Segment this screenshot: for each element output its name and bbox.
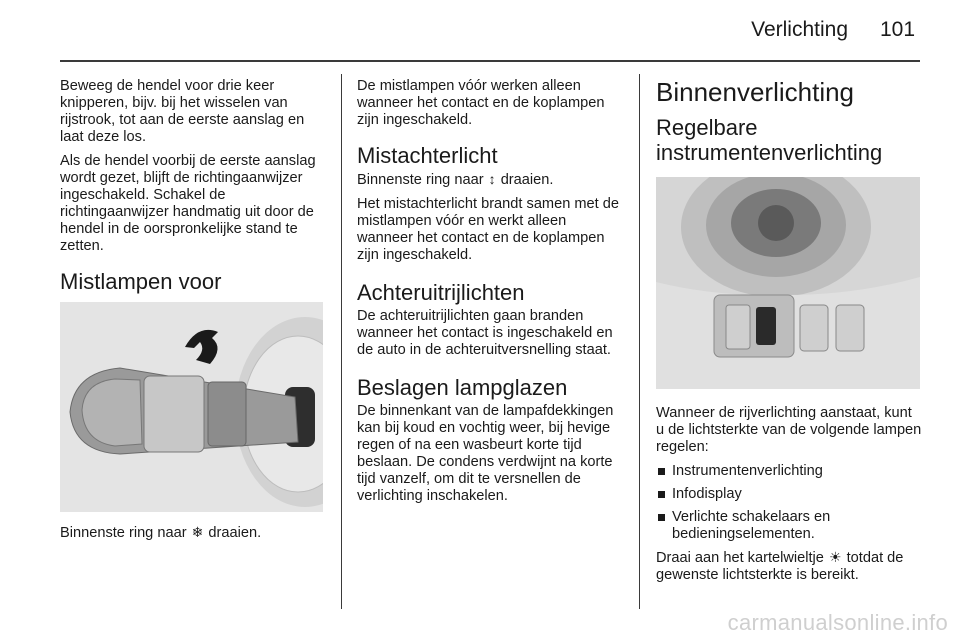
column-middle — [357, 78, 625, 512]
paragraph: De mistlampen vóór werken alleen wanneer het contact en de koplampen zijn ingeschakeld. — [357, 78, 605, 128]
running-header-title: Verlichting — [751, 18, 848, 41]
paragraph: Wanneer de rijverlichting aanstaat, kunt u de lichtsterkte van de volgende lampen regelen: — [656, 405, 922, 455]
column-right — [656, 78, 922, 591]
dimmer-wheel-icon: ☀ — [828, 549, 842, 565]
list-item: Verlichte schakelaars en bedieningselementen. — [656, 509, 922, 543]
column-divider — [341, 74, 342, 609]
column-left — [60, 78, 326, 549]
paragraph: Beweeg de hendel voor drie keer knipperen, bijv. bij het wisselen van rijstrook, tot aan de eerste aanslag en laat deze los. — [60, 78, 305, 145]
section-heading: Regelbare instrumentenverlichting — [656, 115, 883, 165]
figure-caption: Binnenste ring naar ❄ draaien. — [60, 524, 262, 541]
bullet-list — [656, 463, 922, 543]
paragraph: Het mistachterlicht brandt samen met de mistlampen vóór en werkt alleen wanneer het contact en de koplampen zijn ingeschakeld. — [357, 196, 619, 263]
paragraph: Als de hendel voorbij de eerste aanslag wordt gezet, blijft de richtingaanwijzer ingeschakeld. Schakel de richtingaanwijzer handmatig uit door de hendel in de oorspronkelijke stand te zetten. — [60, 153, 316, 254]
paragraph: Draai aan het kartelwieltje ☀ totdat de gewenste lichtsterkte is bereikt. — [656, 549, 904, 583]
page-number: 101 — [880, 18, 916, 41]
section-heading: Mistachterlicht — [357, 143, 498, 168]
watermark: carmanualsonline.info — [727, 610, 948, 635]
paragraph: De achteruitrijlichten gaan branden wanneer het contact is ingeschakeld en de auto in de achteruitversnelling staat. — [357, 308, 613, 358]
list-item: Instrumentenverlichting — [656, 463, 922, 480]
list-item: Infodisplay — [656, 486, 922, 503]
section-heading: Mistlampen voor — [60, 269, 222, 294]
chapter-heading: Binnenverlichting — [656, 77, 855, 107]
section-heading: Beslagen lampglazen — [357, 375, 568, 400]
section-heading: Achteruitrijlichten — [357, 280, 525, 305]
stalk-switch-illustration — [60, 302, 323, 512]
rear-fog-lamp-icon: ↕ — [488, 171, 496, 187]
paragraph: Binnenste ring naar ↕ draaien. — [357, 171, 554, 188]
header-rule — [60, 60, 920, 62]
paragraph: De binnenkant van de lampafdekkingen kan bij koud en vochtig weer, bij hevige regen of na een wasbeurt korte tijd beslaan. De condens verdwijnt na korte tijd vanzelf, om dit te versnellen de verlichting inschakelen. — [357, 403, 614, 504]
dashboard-dimmer-illustration — [656, 177, 920, 389]
front-fog-lamp-icon: ❄ — [191, 524, 204, 540]
column-divider — [639, 74, 640, 609]
